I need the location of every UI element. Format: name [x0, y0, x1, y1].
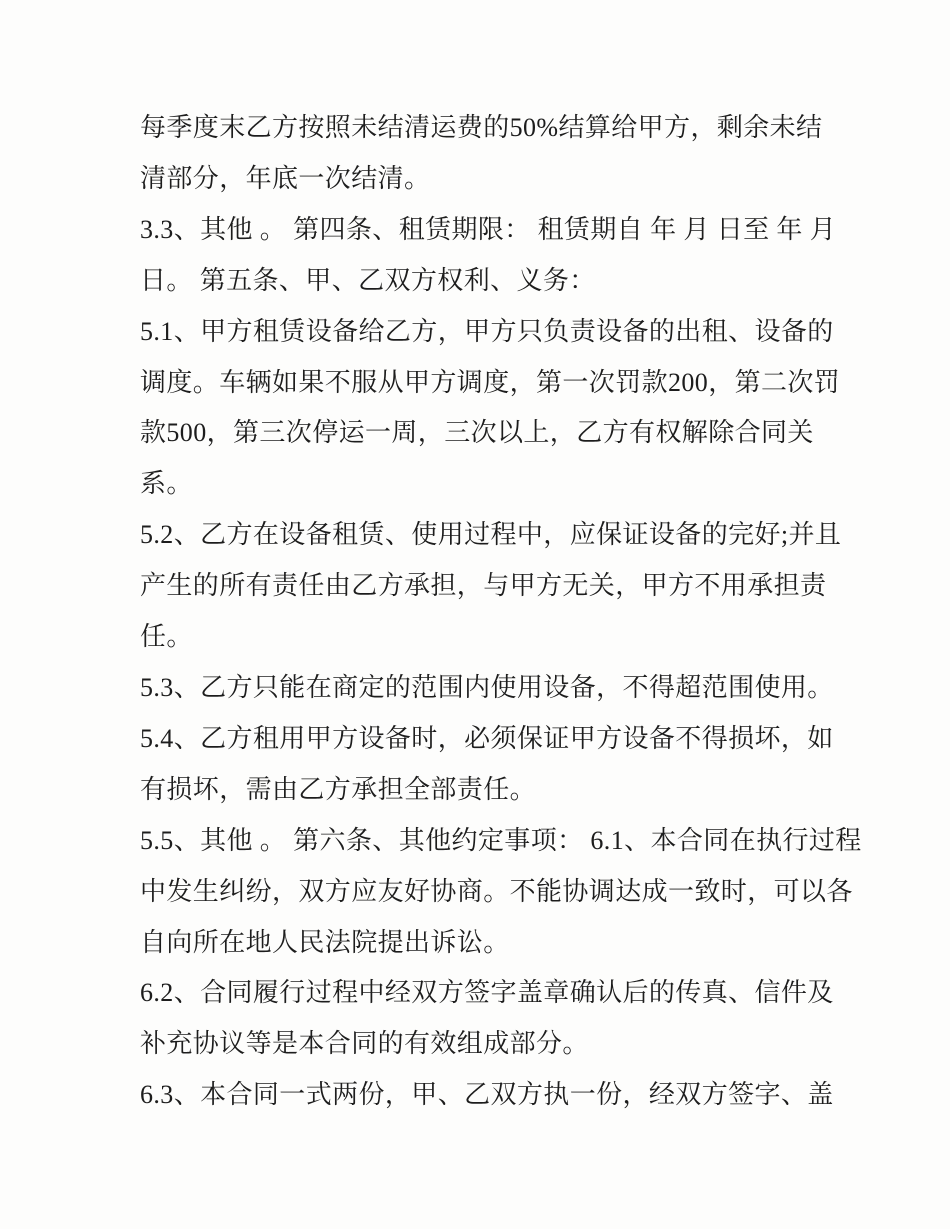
text-line-7: 款500，第三次停运一周，三次以上，乙方有权解除合同关 — [140, 418, 814, 448]
text-line-16: 中发生纠纷，双方应友好协商。不能协调达成一致时，可以各 — [140, 876, 853, 906]
text-line-19: 补充协议等是本合同的有效组成部分。 — [140, 1029, 589, 1059]
text-line-9: 5.2、乙方在设备租赁、使用过程中，应保证设备的完好;并且 — [140, 520, 842, 550]
text-line-8: 系。 — [140, 469, 193, 499]
text-line-20: 6.3、本合同一式两份，甲、乙双方执一份，经双方签字、盖 — [140, 1080, 834, 1110]
text-line-6: 调度。车辆如果不服从甲方调度，第一次罚款200，第二次罚 — [140, 367, 841, 397]
text-line-1: 每季度末乙方按照未结清运费的50%结算给甲方，剩余未结 — [140, 113, 823, 142]
text-line-11: 任。 — [140, 622, 193, 652]
text-line-4: 日。 第五条、甲、乙双方权利、义务： — [140, 265, 596, 295]
text-line-13: 5.4、乙方租用甲方设备时，必须保证甲方设备不得损坏，如 — [140, 723, 834, 753]
text-line-15: 5.5、其他 。 第六条、其他约定事项： 6.1、本合同在执行过程 — [140, 825, 862, 855]
text-line-12: 5.3、乙方只能在商定的范围内使用设备，不得超范围使用。 — [140, 672, 834, 702]
text-line-5: 5.1、甲方租赁设备给乙方，甲方只负责设备的出租、设备的 — [140, 316, 834, 346]
contract-text-block — [140, 103, 862, 1121]
text-line-14: 有损坏，需由乙方承担全部责任。 — [140, 774, 537, 804]
text-line-18: 6.2、合同履行过程中经双方签字盖章确认后的传真、信件及 — [140, 978, 834, 1008]
text-line-10: 产生的所有责任由乙方承担，与甲方无关，甲方不用承担责 — [140, 571, 827, 601]
text-line-17: 自向所在地人民法院提出诉讼。 — [140, 927, 510, 957]
text-line-3: 3.3、其他 。 第四条、租赁期限： 租赁期自 年 月 日至 年 月 — [140, 214, 837, 244]
text-line-2: 清部分，年底一次结清。 — [140, 163, 431, 193]
